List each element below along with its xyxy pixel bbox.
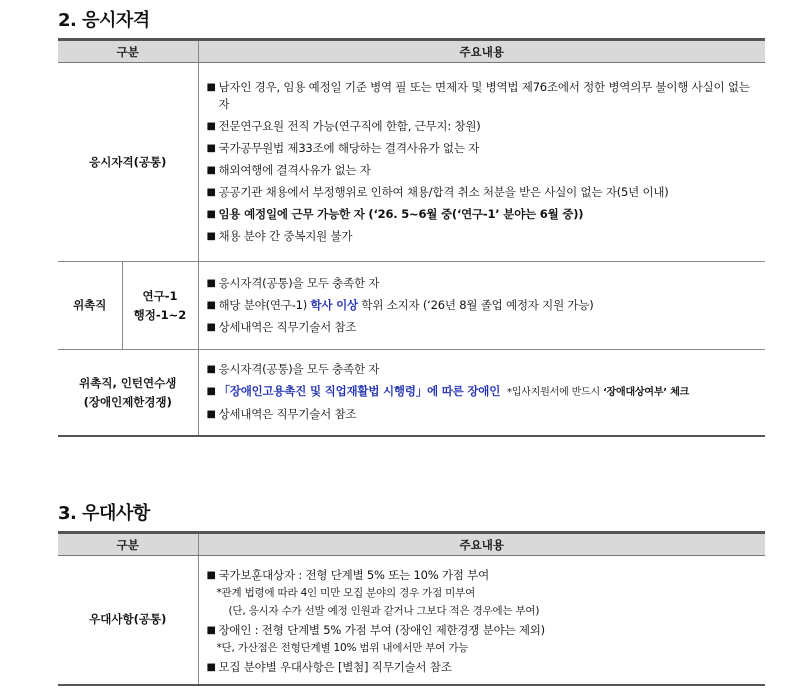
list-item: ■ 응시자격(공통)을 모두 충족한 자 xyxy=(206,275,380,290)
col-header-content: 주요내용 xyxy=(198,533,765,556)
bullet-icon: ■ xyxy=(206,186,216,198)
row-label-appointed: 위촉직 xyxy=(58,262,122,350)
row-content xyxy=(198,350,765,437)
bullet-icon: ■ xyxy=(206,569,216,581)
bullet-icon: ■ xyxy=(206,142,216,154)
bullet-icon: ■ xyxy=(206,386,216,397)
bullet-icon: ■ xyxy=(206,81,216,93)
list-item: ■ 채용 분야 간 중복지원 불가 xyxy=(206,228,353,243)
list-item: ■ 국가공무원법 제33조에 해당하는 결격사유가 없는 자 xyxy=(206,140,480,155)
col-header-content: 주요내용 xyxy=(198,40,765,63)
list-item: ■ 장애인 : 전형 단계별 5% 가점 부여 (장애인 제한경쟁 분야는 제외) xyxy=(206,622,545,637)
note-text: *단, 가산점은 전형단계별 10% 범위 내에서만 부여 가능 xyxy=(216,641,469,654)
col-header-category: 구분 xyxy=(58,533,198,556)
list-item: ■ 공공기관 채용에서 부정행위로 인하여 채용/합격 취소 처분을 받은 사실이 없는 자(5년 이내) xyxy=(206,184,669,199)
list-item: ■ 「장애인고용촉진 및 직업재활법 시행령」에 따른 장애인 *입사지원서에 반드시 ‘장애대상여부’ 체크 xyxy=(206,384,690,398)
table-row xyxy=(58,350,765,437)
table-row xyxy=(58,556,765,685)
start-date-text: 임용 예정일에 근무 가능한 자 (‘26. 5~6월 중 xyxy=(218,206,452,221)
bullet-icon: ■ xyxy=(206,230,216,242)
list-item: ■ 임용 예정일에 근무 가능한 자 (‘26. 5~6월 중(‘연구-1’ 분야는 6월 중)) xyxy=(206,206,584,221)
degree-highlight: 학사 이상 xyxy=(310,297,358,312)
bullet-icon: ■ xyxy=(206,277,216,289)
note-text: *관계 법령에 따라 4인 미만 모집 분야의 경우 가점 미부여 xyxy=(216,586,476,599)
bullet-icon: ■ xyxy=(206,164,216,176)
preference-table xyxy=(58,531,765,686)
table-row xyxy=(58,262,765,350)
bullet-icon: ■ xyxy=(206,624,216,636)
list-item: ■ 모집 분야별 우대사항은 [별첨] 직무기술서 참조 xyxy=(206,659,452,674)
col-header-category: 구분 xyxy=(58,40,198,63)
bullet-icon: ■ xyxy=(206,661,216,673)
list-item: ■ 응시자격(공통)을 모두 충족한 자 xyxy=(206,362,380,376)
row-sublabel-fields: 연구-1 행정-1~2 xyxy=(122,262,198,350)
table-row xyxy=(58,63,765,262)
list-item: ■ 남자인 경우, 임용 예정일 기준 병역 필 또는 면제자 및 병역법 제76조에서 정한 병역의무 불이행 사실이 없는 자 xyxy=(206,79,750,111)
eligibility-table xyxy=(58,38,765,437)
list-item: ■ 상세내역은 직무기술서 참조 xyxy=(206,319,357,334)
list-item: ■ 해외여행에 결격사유가 없는 자 xyxy=(206,162,371,177)
bullet-icon: ■ xyxy=(206,409,216,420)
row-content xyxy=(198,262,765,350)
list-item: ■ 해당 분야(연구-1) 학사 이상 학위 소지자 (‘26년 8월 졸업 예정자 지원 가능) xyxy=(206,297,594,312)
row-content xyxy=(198,556,765,685)
row-label-common: 응시자격(공통) xyxy=(58,63,198,262)
section-heading-preference: 3. 우대사항 xyxy=(58,503,150,524)
bullet-icon: ■ xyxy=(206,364,216,375)
row-label-preference: 우대사항(공통) xyxy=(58,556,198,685)
section-heading-eligibility: 2. 응시자격 xyxy=(58,10,150,31)
bullet-icon: ■ xyxy=(206,321,216,333)
list-item: ■ 국가보훈대상자 : 전형 단계별 5% 또는 10% 가점 부여 xyxy=(206,567,489,582)
row-label-disabled: 위촉직, 인턴연수생 (장애인제한경쟁) xyxy=(58,350,198,437)
row-content xyxy=(198,63,765,262)
bullet-icon: ■ xyxy=(206,120,216,132)
note-text: (단, 응시자 수가 선발 예정 인원과 같거나 그보다 적은 경우에는 부여) xyxy=(228,604,540,617)
bullet-icon: ■ xyxy=(206,208,216,220)
law-reference: 「장애인고용촉진 및 직업재활법 시행령」에 따른 장애인 xyxy=(218,384,501,398)
bullet-icon: ■ xyxy=(206,299,216,311)
list-item: ■ 전문연구요원 전직 가능(연구직에 한함, 근무지: 창원) xyxy=(206,118,481,133)
list-item: ■ 상세내역은 직무기술서 참조 xyxy=(206,407,357,421)
